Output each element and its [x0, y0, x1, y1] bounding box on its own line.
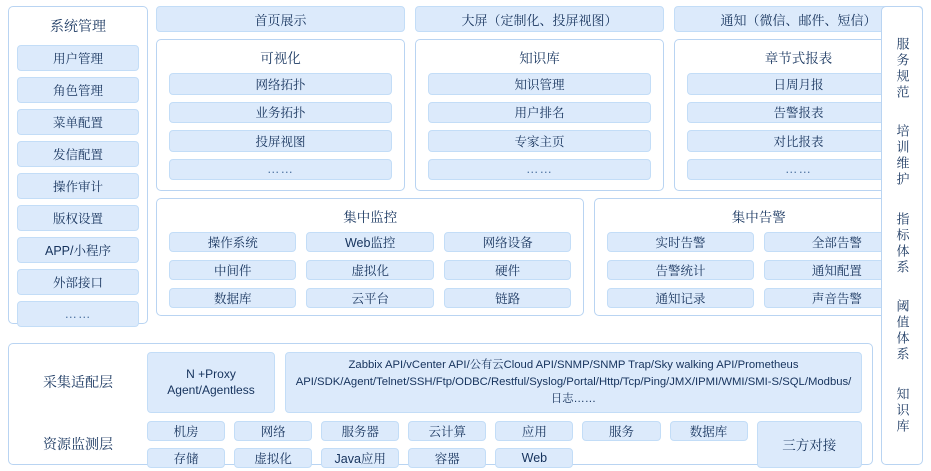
visualization-title: 可视化	[260, 51, 301, 66]
resource-item-web[interactable]: Web	[495, 448, 573, 468]
monitor-item-link[interactable]: 链路	[444, 288, 571, 308]
resource-item-application[interactable]: 应用	[495, 421, 573, 441]
protocol-api-tile[interactable]: Zabbix API/vCenter API/公有云Cloud API/SNMP/SNMP Trap/Sky walking API/Prometheus API/SDK/Agent/Telnet/SSH/Ftp/ODBC/Restful/Syslog/Portal/Http/Tcp/Ping/JMX/IPMI/WMI/SMI-S/SQL/Modbus/日志……	[285, 352, 862, 413]
central-alarm-box	[594, 198, 923, 316]
item-knowledge-management[interactable]: 知识管理	[428, 73, 651, 95]
sidebar-item-operation-audit[interactable]: 操作审计	[17, 173, 139, 199]
right-item-threshold-system: 阈值体系	[894, 299, 910, 363]
monitor-item-cloud-platform[interactable]: 云平台	[306, 288, 433, 308]
third-party-integration-tile[interactable]: 三方对接	[757, 421, 862, 468]
monitor-item-virtualization[interactable]: 虚拟化	[306, 260, 433, 280]
item-alarm-report[interactable]: 告警报表	[687, 102, 910, 124]
resource-item-database[interactable]: 数据库	[670, 421, 748, 441]
right-item-metric-system: 指标体系	[894, 211, 910, 276]
right-item-training-maintenance: 培训维护	[894, 124, 910, 188]
sidebar-item-menu-config[interactable]: 菜单配置	[17, 109, 139, 135]
resource-item-virtualization[interactable]: 虚拟化	[234, 448, 312, 468]
alarm-item-realtime[interactable]: 实时告警	[607, 232, 753, 252]
feature-notification[interactable]: 通知（微信、邮件、短信）	[674, 6, 923, 32]
item-comparison-report[interactable]: 对比报表	[687, 130, 910, 152]
item-report-more[interactable]: ……	[687, 159, 910, 181]
item-daily-weekly-monthly-report[interactable]: 日周月报	[687, 73, 910, 95]
resource-grid	[147, 421, 862, 468]
bottom-layers-panel	[8, 343, 873, 465]
sidebar-item-more[interactable]: ……	[17, 301, 139, 327]
item-network-topology[interactable]: 网络拓扑	[169, 73, 392, 95]
system-management-panel	[8, 6, 148, 324]
resource-item-service[interactable]: 服务	[582, 421, 660, 441]
sidebar-item-mail-config[interactable]: 发信配置	[17, 141, 139, 167]
top-feature-row	[156, 6, 923, 32]
visualization-box	[156, 39, 405, 191]
alarm-item-statistics[interactable]: 告警统计	[607, 260, 753, 280]
monitor-item-hardware[interactable]: 硬件	[444, 260, 571, 280]
feature-home-display[interactable]: 首页展示	[156, 6, 405, 32]
mid-boxes-row	[156, 36, 923, 191]
monitor-alarm-row	[156, 198, 923, 316]
collection-layer-row	[19, 352, 862, 413]
resource-item-server[interactable]: 服务器	[321, 421, 399, 441]
right-item-service-standard: 服务规范	[894, 36, 910, 101]
sidebar-item-copyright-settings[interactable]: 版权设置	[17, 205, 139, 231]
proxy-agent-tile[interactable]: N +Proxy Agent/Agentless	[147, 352, 275, 413]
resource-layer-label: 资源监测层	[43, 436, 113, 453]
central-alarm-title: 集中告警	[731, 210, 786, 225]
monitor-item-os[interactable]: 操作系统	[169, 232, 296, 252]
resource-item-java-application[interactable]: Java应用	[321, 448, 399, 468]
item-visualization-more[interactable]: ……	[169, 159, 392, 181]
central-monitoring-box	[156, 198, 584, 316]
alarm-item-notification-config[interactable]: 通知配置	[764, 260, 910, 280]
item-expert-homepage[interactable]: 专家主页	[428, 130, 651, 152]
resource-item-datacenter[interactable]: 机房	[147, 421, 225, 441]
system-management-title: 系统管理	[50, 18, 106, 34]
sidebar-item-role-management[interactable]: 角色管理	[17, 77, 139, 103]
sidebar-item-app-miniprogram[interactable]: APP/小程序	[17, 237, 139, 263]
monitor-item-web[interactable]: Web监控	[306, 232, 433, 252]
resource-item-cloud-computing[interactable]: 云计算	[408, 421, 486, 441]
alarm-item-sound[interactable]: 声音告警	[764, 288, 910, 308]
knowledge-base-box	[415, 39, 664, 191]
sidebar-item-external-interface[interactable]: 外部接口	[17, 269, 139, 295]
right-column-panel	[881, 6, 923, 465]
right-item-knowledge-base: 知识库	[894, 386, 910, 435]
chapter-report-title: 章节式报表	[764, 51, 833, 66]
collection-layer-label: 采集适配层	[43, 374, 113, 391]
item-business-topology[interactable]: 业务拓扑	[169, 102, 392, 124]
item-screencast-view[interactable]: 投屏视图	[169, 130, 392, 152]
monitor-item-middleware[interactable]: 中间件	[169, 260, 296, 280]
resource-item-container[interactable]: 容器	[408, 448, 486, 468]
sidebar-item-user-management[interactable]: 用户管理	[17, 45, 139, 71]
feature-big-screen[interactable]: 大屏（定制化、投屏视图）	[415, 6, 664, 32]
alarm-item-all[interactable]: 全部告警	[764, 232, 910, 252]
central-monitoring-title: 集中监控	[343, 210, 398, 225]
monitor-item-database[interactable]: 数据库	[169, 288, 296, 308]
resource-layer-row	[19, 421, 862, 468]
knowledge-base-title: 知识库	[519, 51, 560, 66]
item-user-ranking[interactable]: 用户排名	[428, 102, 651, 124]
item-knowledge-more[interactable]: ……	[428, 159, 651, 181]
monitor-item-network-device[interactable]: 网络设备	[444, 232, 571, 252]
resource-item-storage[interactable]: 存储	[147, 448, 225, 468]
alarm-item-notification-record[interactable]: 通知记录	[607, 288, 753, 308]
resource-item-network[interactable]: 网络	[234, 421, 312, 441]
